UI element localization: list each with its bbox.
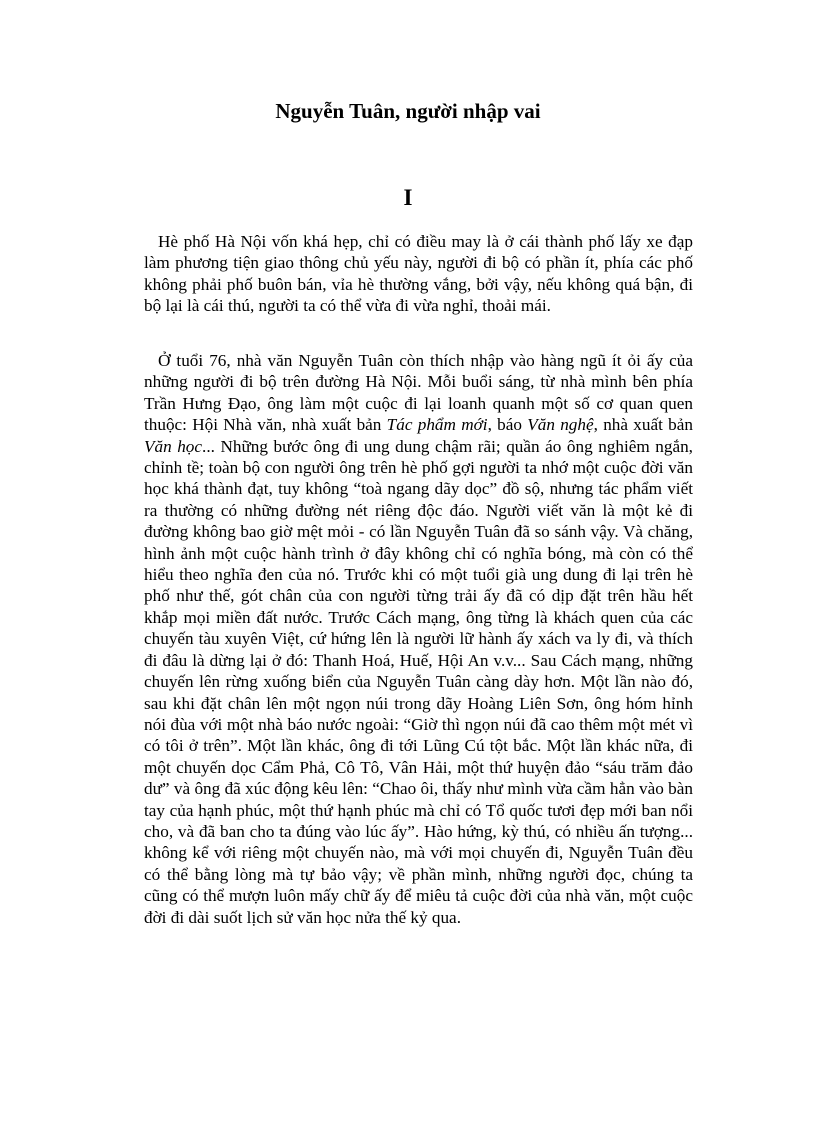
publisher-name-tac-pham-moi: Tác phẩm mới: [386, 415, 488, 435]
publisher-name-van-hoc: Văn học: [144, 436, 203, 456]
newspaper-name-van-nghe: Văn nghệ: [527, 415, 594, 435]
paragraph-2: [144, 350, 693, 928]
document-title: Nguyễn Tuân, người nhập vai: [275, 99, 541, 123]
paragraph-2-text: , nhà xuất bản: [593, 415, 693, 435]
paragraph-2-text: , báo: [487, 415, 528, 435]
section-heading: I: [403, 185, 413, 210]
paragraph-1: Hè phố Hà Nội vốn khá hẹp, chỉ có điều may là ở cái thành phố lấy xe đạp làm phương tiện giao thông chủ yếu này, người đi bộ có phần ít, phía các phố không phải phố buôn bán, vỉa hè thường vắng, bởi vậy, nếu không quá bận, đi bộ lại là cái thú, người ta có thể vừa đi vừa nghỉ, thoải mái.: [144, 232, 693, 316]
paragraph-2-text: Ở tuổi 76, nhà văn Nguyễn Tuân còn thích nhập vào hàng ngũ ít ỏi ấy của những người đi bộ trên đường Hà Nội. Mỗi buổi sáng, từ nhà mình bên phía Trần Hưng Đạo, ông làm một cuộc đi lại loanh quanh một số cơ quan quen thuộc: Hội Nhà văn, nhà xuất bản: [144, 351, 693, 435]
paragraph-2-text: ... Những bước ông đi ung dung chậm rãi; quần áo ông nghiêm ngắn, chỉnh tề; toàn bộ con người ông trên hè phố gợi người ta nhớ một cuộc đời văn học khá thành đạt, tuy không “toà ngang dãy dọc” đồ sộ, nhưng tác phẩm viết ra thường có những đường nét riêng độc đáo. Người viết văn là một kẻ đi đường không bao giờ mệt mỏi - có lần Nguyễn Tuân đã so sánh vậy. Và chăng, hình ảnh một cuộc hành trình ở đây không chỉ có nghĩa bóng, mà còn có thể hiểu theo nghĩa đen của nó. Trước khi có một tuổi già ung dung đi lại trên hè phố như thế, gót chân của con người từng trải ấy đã có dịp đặt trên hầu hết khắp mọi miền đất nước. Trước Cách mạng, ông từng là khách quen của các chuyến tàu xuyên Việt, cứ hứng lên là người lữ hành ấy xách va ly đi, và thích đi đâu là dừng lại ở đó: Thanh Hoá, Huế, Hội An v.v... Sau Cách mạng, những chuyến lên rừng xuống biển của Nguyễn Tuân càng dày hơn. Một lần nào đó, sau khi đặt chân lên một ngọn núi trong dãy Hoàng Liên Sơn, ông hóm hỉnh nói đùa với một nhà báo nước ngoài: “Giờ thì ngọn núi đã cao thêm một mét vì có tôi ở trên”. Một lần khác, ông đi tới Lũng Cú tột bắc. Một lần khác nữa, đi một chuyến dọc Cẩm Phả, Cô Tô, Vân Hải, một thứ huyện đảo “sáu trăm đảo dư” và ông đã xúc động kêu lên: “Chao ôi, thấy như mình vừa cầm hẳn vào bàn tay của hạnh phúc, một thứ hạnh phúc mà chỉ có Tổ quốc tươi đẹp mới ban nổi cho, và đã ban cho ta đúng vào lúc ấy”. Hào hứng, kỳ thú, có nhiều ấn tượng... không kể với riêng một chuyến nào, mà với mọi chuyến đi, Nguyễn Tuân đều có thể bằng lòng mà tự bảo vậy; về phần mình, những người đọc, chúng ta cũng có thể mượn luôn mấy chữ ấy để miêu tả cuộc đời của nhà văn, một cuộc đời đi dài suốt lịch sử văn học nửa thế kỷ qua.: [144, 436, 693, 927]
